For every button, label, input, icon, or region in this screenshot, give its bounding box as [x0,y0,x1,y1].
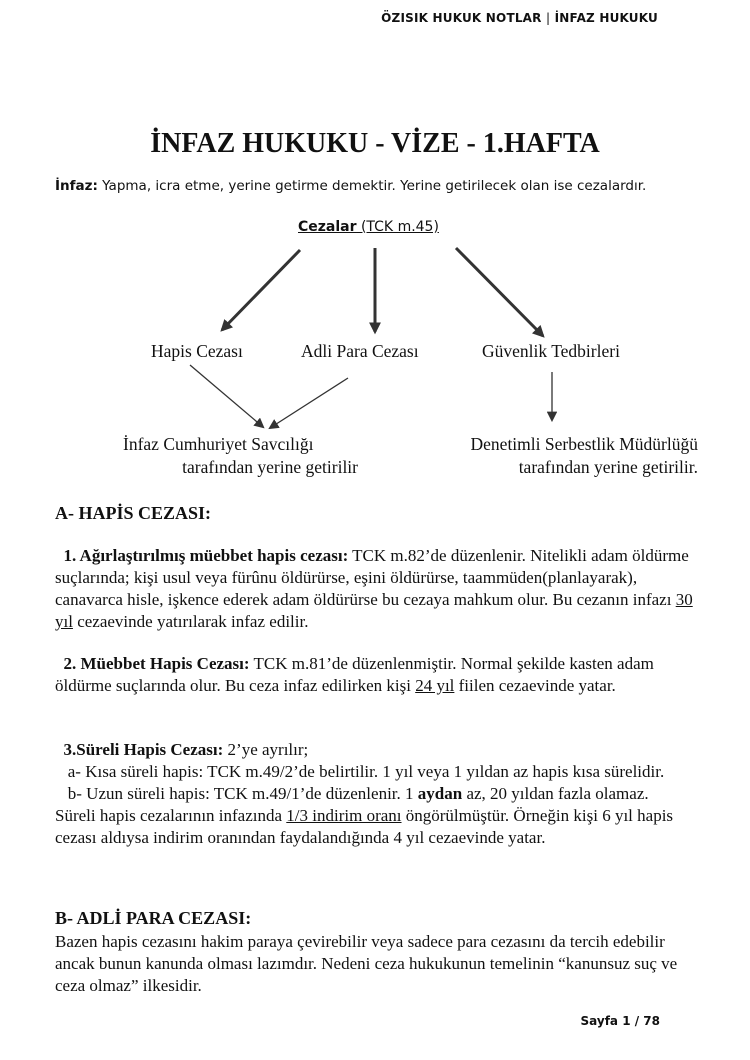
outcome-denetimli [434,433,698,479]
diagram-arrows [0,0,750,500]
item1-text2: cezaevinde yatırılarak infaz edilir. [72,612,309,631]
section-b-text: Bazen hapis cezasını hakim paraya çevirebilir veya sadece para cezasını da tercih edebilir ancak bunun kanunda olması lazımdır. Nedeni ceza hukukunun temelinin “kanunsuz suç ve ceza olmaz” ilkesidir. [55,932,678,995]
header-brand: ÖZISIK HUKUK NOTLAR [381,11,542,25]
diagram-title-bold: Cezalar [298,219,357,235]
page-number: 1 / 78 [622,1014,660,1028]
arrow-adli-to-savcilik [270,378,348,428]
page-title: İNFAZ HUKUKU - VİZE - 1.HAFTA [150,128,600,159]
outcome-savcilik [123,433,358,479]
item1-text1: TCK m.82’de düzenlenir. Nitelikli adam öldürme suçlarında; kişi usul veya fürûnu öldürürse, eşini öldürürse, taammüden(planlayarak), canavarca hisle, işkence ederek adam öldürürse bu cezaya mahkum olur. Bu cezanın infazı [55,546,689,609]
item2-underline: 24 yıl [415,676,455,695]
item3-text: 2’ye ayrılır; [223,740,309,759]
intro-term: İnfaz: [55,178,98,194]
outcome-savcilik-line2: tarafından yerine getirilir [182,457,358,477]
section-b-heading: B- ADLİ PARA CEZASI: [55,908,252,928]
item3-label: 3.Süreli Hapis Cezası: [63,740,224,759]
item1-label: 1. Ağırlaştırılmış müebbet hapis cezası: [63,546,349,565]
intro-text: Yapma, icra etme, yerine getirme demektir. Yerine getirilecek olan ise cezalardır. [97,178,647,194]
item2-text2: fiilen cezaevinde yatar. [454,676,616,695]
item2-text1: TCK m.81’de düzenlenmiştir. Normal şekilde kasten adam öldürme suçlarında olur. Bu ceza infaz edilirken kişi [55,654,654,695]
item2-label: 2. Müebbet Hapis Cezası: [63,654,250,673]
item1-underline: 30 yıl [55,590,693,631]
item3-sub-b2: az, 20 yıldan fazla olamaz. [462,784,649,803]
section-a-heading: A- HAPİS CEZASI: [55,503,212,523]
diagram-title-ref: (TCK m.45) [356,219,439,235]
outcome-denetimli-line1: Denetimli Serbestlik Müdürlüğü [470,434,698,454]
item3-sub-a: a- Kısa süreli hapis: TCK m.49/2’de belirtilir. 1 yıl veya 1 yıldan az hapis kısa sürelidir. [67,762,665,781]
item3-sub-b1: b- Uzun süreli hapis: TCK m.49/1’de düzenlenir. 1 [67,784,418,803]
section-a-item-3 [55,739,705,849]
outcome-savcilik-line1: İnfaz Cumhuriyet Savcılığı [123,434,314,454]
item3-note1: Süreli hapis cezalarının infazında [55,806,287,825]
page-footer [581,1014,661,1028]
section-a-item-2 [55,653,705,697]
arrow-to-hapis [222,250,300,330]
arrow-to-guvenlik [456,248,543,336]
outcome-denetimli-line2: tarafından yerine getirilir. [518,457,698,477]
item3-note2: öngörülmüştür. Örneğin kişi 6 yıl hapis cezası aldıysa indirim oranından faydalandığında 4 yıl cezaevinde yatar. [55,806,674,847]
arrow-hapis-to-savcilik [190,365,263,427]
item3-note-underline: 1/3 indirim oranı [286,806,402,825]
footer-label: Sayfa [580,1014,619,1028]
header-separator: | [546,11,551,25]
header-subject: İNFAZ HUKUKU [554,11,658,25]
node-guvenlik-tedbirleri: Güvenlik Tedbirleri [482,341,620,361]
node-adli-para-cezasi: Adli Para Cezası [301,341,419,361]
item3-sub-b-bold: aydan [417,784,463,803]
node-hapis-cezasi: Hapis Cezası [151,341,243,361]
section-a-item-1 [55,545,705,633]
